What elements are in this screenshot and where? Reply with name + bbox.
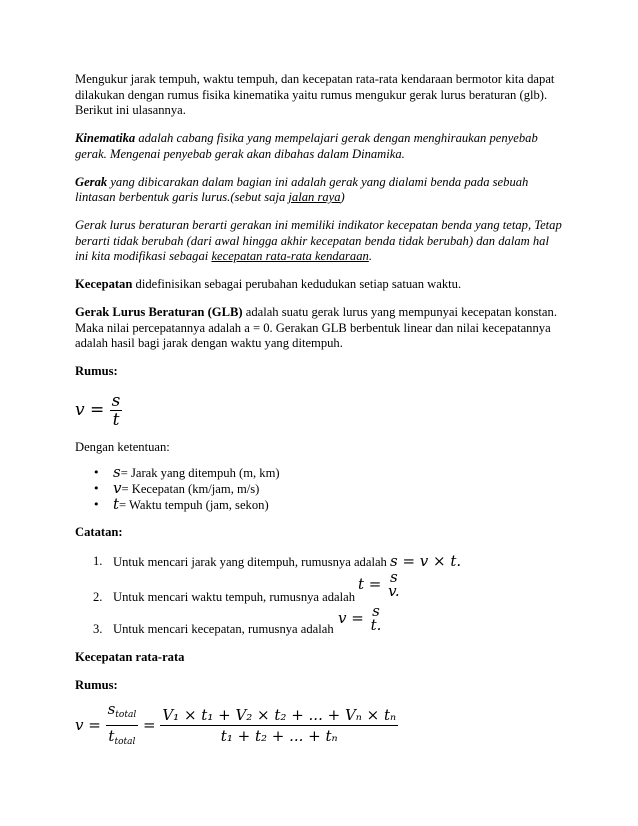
def-text: = Jarak yang ditempuh (m, km): [120, 465, 280, 480]
formula2-den2: t₁ + t₂ + ... + tₙ: [160, 725, 398, 746]
rumus-heading-text: Rumus:: [75, 364, 118, 378]
definitions-list: [75, 462, 565, 513]
avg-heading: [75, 650, 565, 666]
formula-v-equals-s-over-t: [75, 392, 565, 428]
formula2-num1: [106, 699, 139, 725]
formula2-den1-sym: t: [108, 727, 115, 745]
note2-lhs: t =: [358, 574, 382, 593]
note-text: Untuk mencari kecepatan, rumusnya adalah: [113, 621, 334, 636]
note2-formula: [358, 567, 402, 600]
formula1-den: t: [110, 410, 123, 429]
formula2-fraction1: [106, 699, 139, 752]
list-item: [93, 601, 565, 644]
gerak-text: yang dibicarakan dalam bagian ini adalah gerak yang dialami benda pada sebuah lintasan berbentuk garis lurus.(sebut saja: [75, 174, 529, 204]
note3-formula: [338, 601, 383, 634]
formula1-num: s: [111, 391, 121, 411]
glb-def-end: .: [368, 249, 372, 263]
formula2-num1-sym: s: [107, 700, 116, 718]
list-item: [113, 462, 565, 481]
gerak-end: ): [340, 190, 345, 204]
note-number: 2.: [93, 589, 103, 604]
list-item: [113, 494, 565, 513]
gerak-term: Gerak: [75, 174, 108, 189]
formula1-fraction: [110, 392, 123, 429]
avg-heading-text: Kecepatan rata-rata: [75, 649, 185, 664]
kinematika-text: adalah cabang fisika yang mempelajari gerak dengan menghiraukan penyebab gerak. Mengenai penyebab gerak akan dibahas dalam Dinamika.: [75, 131, 538, 161]
catatan-heading-text: Catatan:: [75, 525, 123, 539]
def-text: = Waktu tempuh (jam, sekon): [119, 497, 269, 512]
def-symbol: s: [113, 462, 121, 481]
notes-list: [75, 551, 565, 644]
kinematika-paragraph: [75, 131, 565, 162]
rumus-heading-2: [75, 678, 565, 694]
formula2-den1: [106, 725, 139, 752]
note2-den: v.: [388, 581, 400, 600]
formula2-den1-sub: total: [114, 737, 136, 747]
glb-term: Gerak Lurus Beraturan (GLB): [75, 305, 243, 319]
glb-paragraph: [75, 305, 565, 352]
note2-num: s: [390, 567, 398, 586]
kecepatan-term: Kecepatan: [75, 277, 133, 291]
formula2-num1-sub: total: [115, 710, 137, 720]
intro-paragraph: Mengukur jarak tempuh, waktu tempuh, dan kecepatan rata-rata kendaraan bermotor kita dapat dilakukan dengan rumus fisika kinematika yaitu rumus mengukur gerak lurus beraturan (glb). Berikut ini ulasannya.: [75, 72, 555, 117]
list-item: [113, 478, 565, 497]
note-math: s = v × t.: [389, 551, 462, 570]
def-text: = Kecepatan (km/jam, m/s): [121, 481, 260, 496]
note-text: Untuk mencari waktu tempuh, rumusnya adalah: [113, 589, 356, 604]
formula1-lhs: v =: [75, 399, 105, 420]
kecepatan-text: didefinisikan sebagai perubahan kedudukan setiap satuan waktu.: [132, 277, 462, 291]
note-number: 1.: [93, 553, 103, 568]
gerak-paragraph: [75, 175, 565, 206]
rumus-heading: [75, 364, 565, 380]
kecepatan-rata-rata-link[interactable]: kecepatan rata-rata kendaraan: [211, 249, 369, 263]
jalan-raya-link[interactable]: jalan raya: [288, 190, 341, 204]
formula2-num2: V₁ × t₁ + V₂ × t₂ + ... + Vₙ × tₙ: [162, 706, 397, 724]
ketentuan-text: Dengan ketentuan:: [75, 440, 170, 454]
note2-fraction: [386, 567, 401, 600]
kecepatan-paragraph: [75, 277, 565, 293]
catatan-heading: [75, 525, 565, 541]
note3-fraction: [369, 601, 384, 634]
note3-lhs: v =: [338, 608, 364, 627]
note3-num: s: [372, 601, 380, 620]
list-item: [93, 551, 565, 584]
def-symbol: t: [113, 494, 120, 513]
formula2-eq: =: [142, 715, 156, 734]
formula2-fraction2: [160, 705, 398, 746]
formula-average-speed: [75, 699, 565, 747]
glb-definition-paragraph: [75, 218, 565, 265]
document-page: [75, 72, 565, 747]
def-symbol: v: [113, 478, 122, 497]
glb-text: adalah suatu gerak lurus yang mempunyai kecepatan konstan. Maka nilai percepatannya adalah a = 0. Gerakan GLB berbentuk linear dan nilai kecepatannya adalah hasil bagi jarak dengan waktu yang ditempuh.: [75, 305, 557, 350]
glb-def-text: Gerak lurus beraturan berarti gerakan ini memiliki indikator kecepatan benda yang tetap, Tetap berarti tidak berubah (dari awal hingga akhir kecepatan benda tidak berubah) dan dalam hal ini kita modifikasi sebagai: [75, 218, 562, 263]
rumus-heading2-text: Rumus:: [75, 677, 118, 692]
formula2-lhs: v =: [75, 715, 101, 734]
note-number: 3.: [93, 621, 103, 636]
kinematika-term: Kinematika: [75, 131, 136, 145]
note-text: Untuk mencari jarak yang ditempuh, rumusnya adalah: [113, 554, 390, 569]
note3-den: t.: [370, 615, 382, 634]
